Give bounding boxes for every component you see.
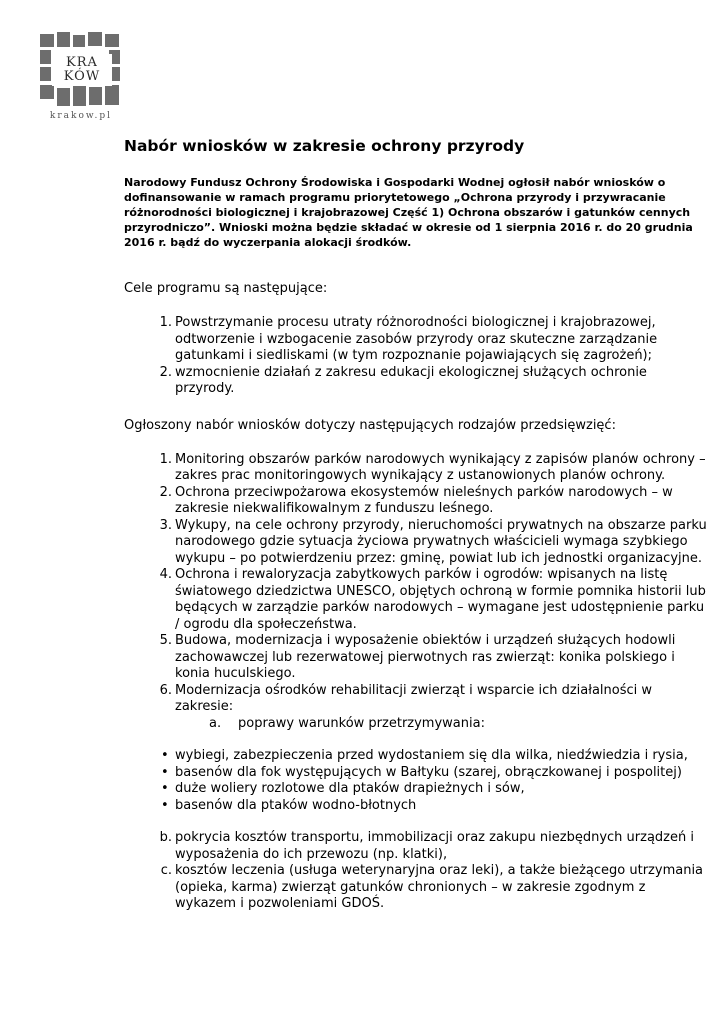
list-item <box>124 781 709 798</box>
sublist-item-a <box>124 716 709 733</box>
list-item-text: Budowa, modernizacja i wyposażenie obiektów i urządzeń służących hodowli zachowawczej lub rezerwatowej pierwotnych ras zwierząt: konika polskiego i konia huculskiego. <box>175 633 676 681</box>
list-item-text: Powstrzymanie procesu utraty różnorodności biologicznej i krajobrazowej, odtworzenie i wzbogacenie zasobów przyrody oraz skuteczne zarządzanie gatunkami i siedliskami (w tym rozpoznanie pojawiających się zagrożeń); <box>175 315 658 363</box>
list-item <box>124 485 709 518</box>
list-item-text: Wykupy, na cele ochrony przyrody, nieruchomości prywatnych na obszarze parku narodowego gdzie sytuacja życiowa prywatnych właścicieli wymaga szybkiego wykupu – po potwierdzeniu przez: gminę, powiat lub ich jednostki organizacyjne. <box>175 517 707 566</box>
list-item-text: duże woliery rozlotowe dla ptaków drapieżnych i sów, <box>175 781 525 796</box>
list-number: 1. <box>159 451 172 467</box>
ventures-list <box>124 452 709 716</box>
list-item <box>124 863 709 913</box>
list-item <box>124 452 709 485</box>
list-number: 3. <box>159 517 172 533</box>
goals-list <box>124 315 709 398</box>
list-item <box>124 748 709 765</box>
list-item-text: wybiegi, zabezpieczenia przed wydostaniem się dla wilka, niedźwiedzia i rysia, <box>175 748 688 763</box>
list-item <box>124 765 709 782</box>
logo-url: krakow.pl <box>49 111 113 121</box>
ventures-intro: Ogłoszony nabór wniosków dotyczy następujących rodzajów przedsięwzięć: <box>124 417 616 433</box>
list-item <box>124 567 709 633</box>
list-number: 2. <box>159 364 172 380</box>
list-number: b. <box>159 830 172 845</box>
list-number: a. <box>209 715 222 731</box>
logo-line-2: KÓW <box>63 69 101 84</box>
list-item-text: Modernizacja ośrodków rehabilitacji zwierząt i wsparcie ich działalności w zakresie: <box>175 682 653 714</box>
list-number: 1. <box>159 315 172 330</box>
logo-wordmark <box>52 54 112 86</box>
document-body <box>124 136 709 913</box>
lead-paragraph: Narodowy Fundusz Ochrony Środowiska i Gospodarki Wodnej ogłosił nabór wniosków o dofinansowanie w ramach programu priorytetowego „Ochrona przyrody i przywracanie różnorodności biologicznej i krajobrazowej Część 1) Ochrona obszarów i gatunków cennych przyrodniczo”. Wnioski można będzie składać w okresie od 1 sierpnia 2016 r. do 20 grudnia 2016 r. bądź do wyczerpania alokacji środków. <box>124 176 693 249</box>
list-item-text: Ochrona i rewaloryzacja zabytkowych parków i ogrodów: wpisanych na listę światowego dziedzictwa UNESCO, objętych ochroną w formie pomnika historii lub będących w zarządzie parków narodowych – wymagane jest udostępnienie parku / ogrodu dla społeczeństwa. <box>175 567 706 632</box>
page-title: Nabór wniosków w zakresie ochrony przyrody <box>124 137 525 155</box>
list-item <box>124 633 709 683</box>
bullet-icon: • <box>161 781 169 796</box>
list-item <box>124 798 709 815</box>
logo-line-1: KRA <box>66 55 98 70</box>
krakow-logo <box>38 30 122 122</box>
list-item-text: basenów dla ptaków wodno-błotnych <box>175 797 417 813</box>
bullet-icon: • <box>161 764 169 780</box>
sublist-bc <box>124 830 709 913</box>
list-number: 6. <box>159 682 172 698</box>
goals-intro: Cele programu są następujące: <box>124 281 328 296</box>
list-item-text: pokrycia kosztów transportu, immobilizacji oraz zakupu niezbędnych urządzeń i wyposażenia do ich przewozu (np. klatki), <box>175 830 694 862</box>
list-number: c. <box>160 863 172 878</box>
bullet-icon: • <box>161 748 169 763</box>
list-item <box>124 830 709 863</box>
list-item-text: Ochrona przeciwpożarowa ekosystemów nieleśnych parków narodowych – w zakresie niekwalifikowalnym z funduszu leśnego. <box>175 484 673 516</box>
list-item-text: poprawy warunków przetrzymywania: <box>238 715 485 731</box>
list-item-text: basenów dla fok występujących w Bałtyku (szarej, obrączkowanej i pospolitej) <box>175 764 682 780</box>
list-number: 4. <box>159 567 172 582</box>
list-item <box>124 518 709 568</box>
list-item <box>124 365 709 398</box>
bullet-list <box>124 748 709 814</box>
list-number: 2. <box>159 484 172 500</box>
list-item-text: Monitoring obszarów parków narodowych wynikający z zapisów planów ochrony – zakres prac monitoringowych wynikający z ustanowionych planów ochrony. <box>175 451 706 483</box>
list-item <box>124 683 709 716</box>
bullet-icon: • <box>161 797 169 813</box>
list-number: 5. <box>159 633 172 648</box>
list-item-text: wzmocnienie działań z zakresu edukacji ekologicznej służących ochronie przyrody. <box>175 364 647 396</box>
list-item <box>124 315 709 365</box>
list-item-text: kosztów leczenia (usługa weterynaryjna oraz leki), a także bieżącego utrzymania (opieka, karma) zwierząt gatunków chronionych – w zakresie zgodnym z wykazem i pozwoleniami GDOŚ. <box>175 863 704 911</box>
